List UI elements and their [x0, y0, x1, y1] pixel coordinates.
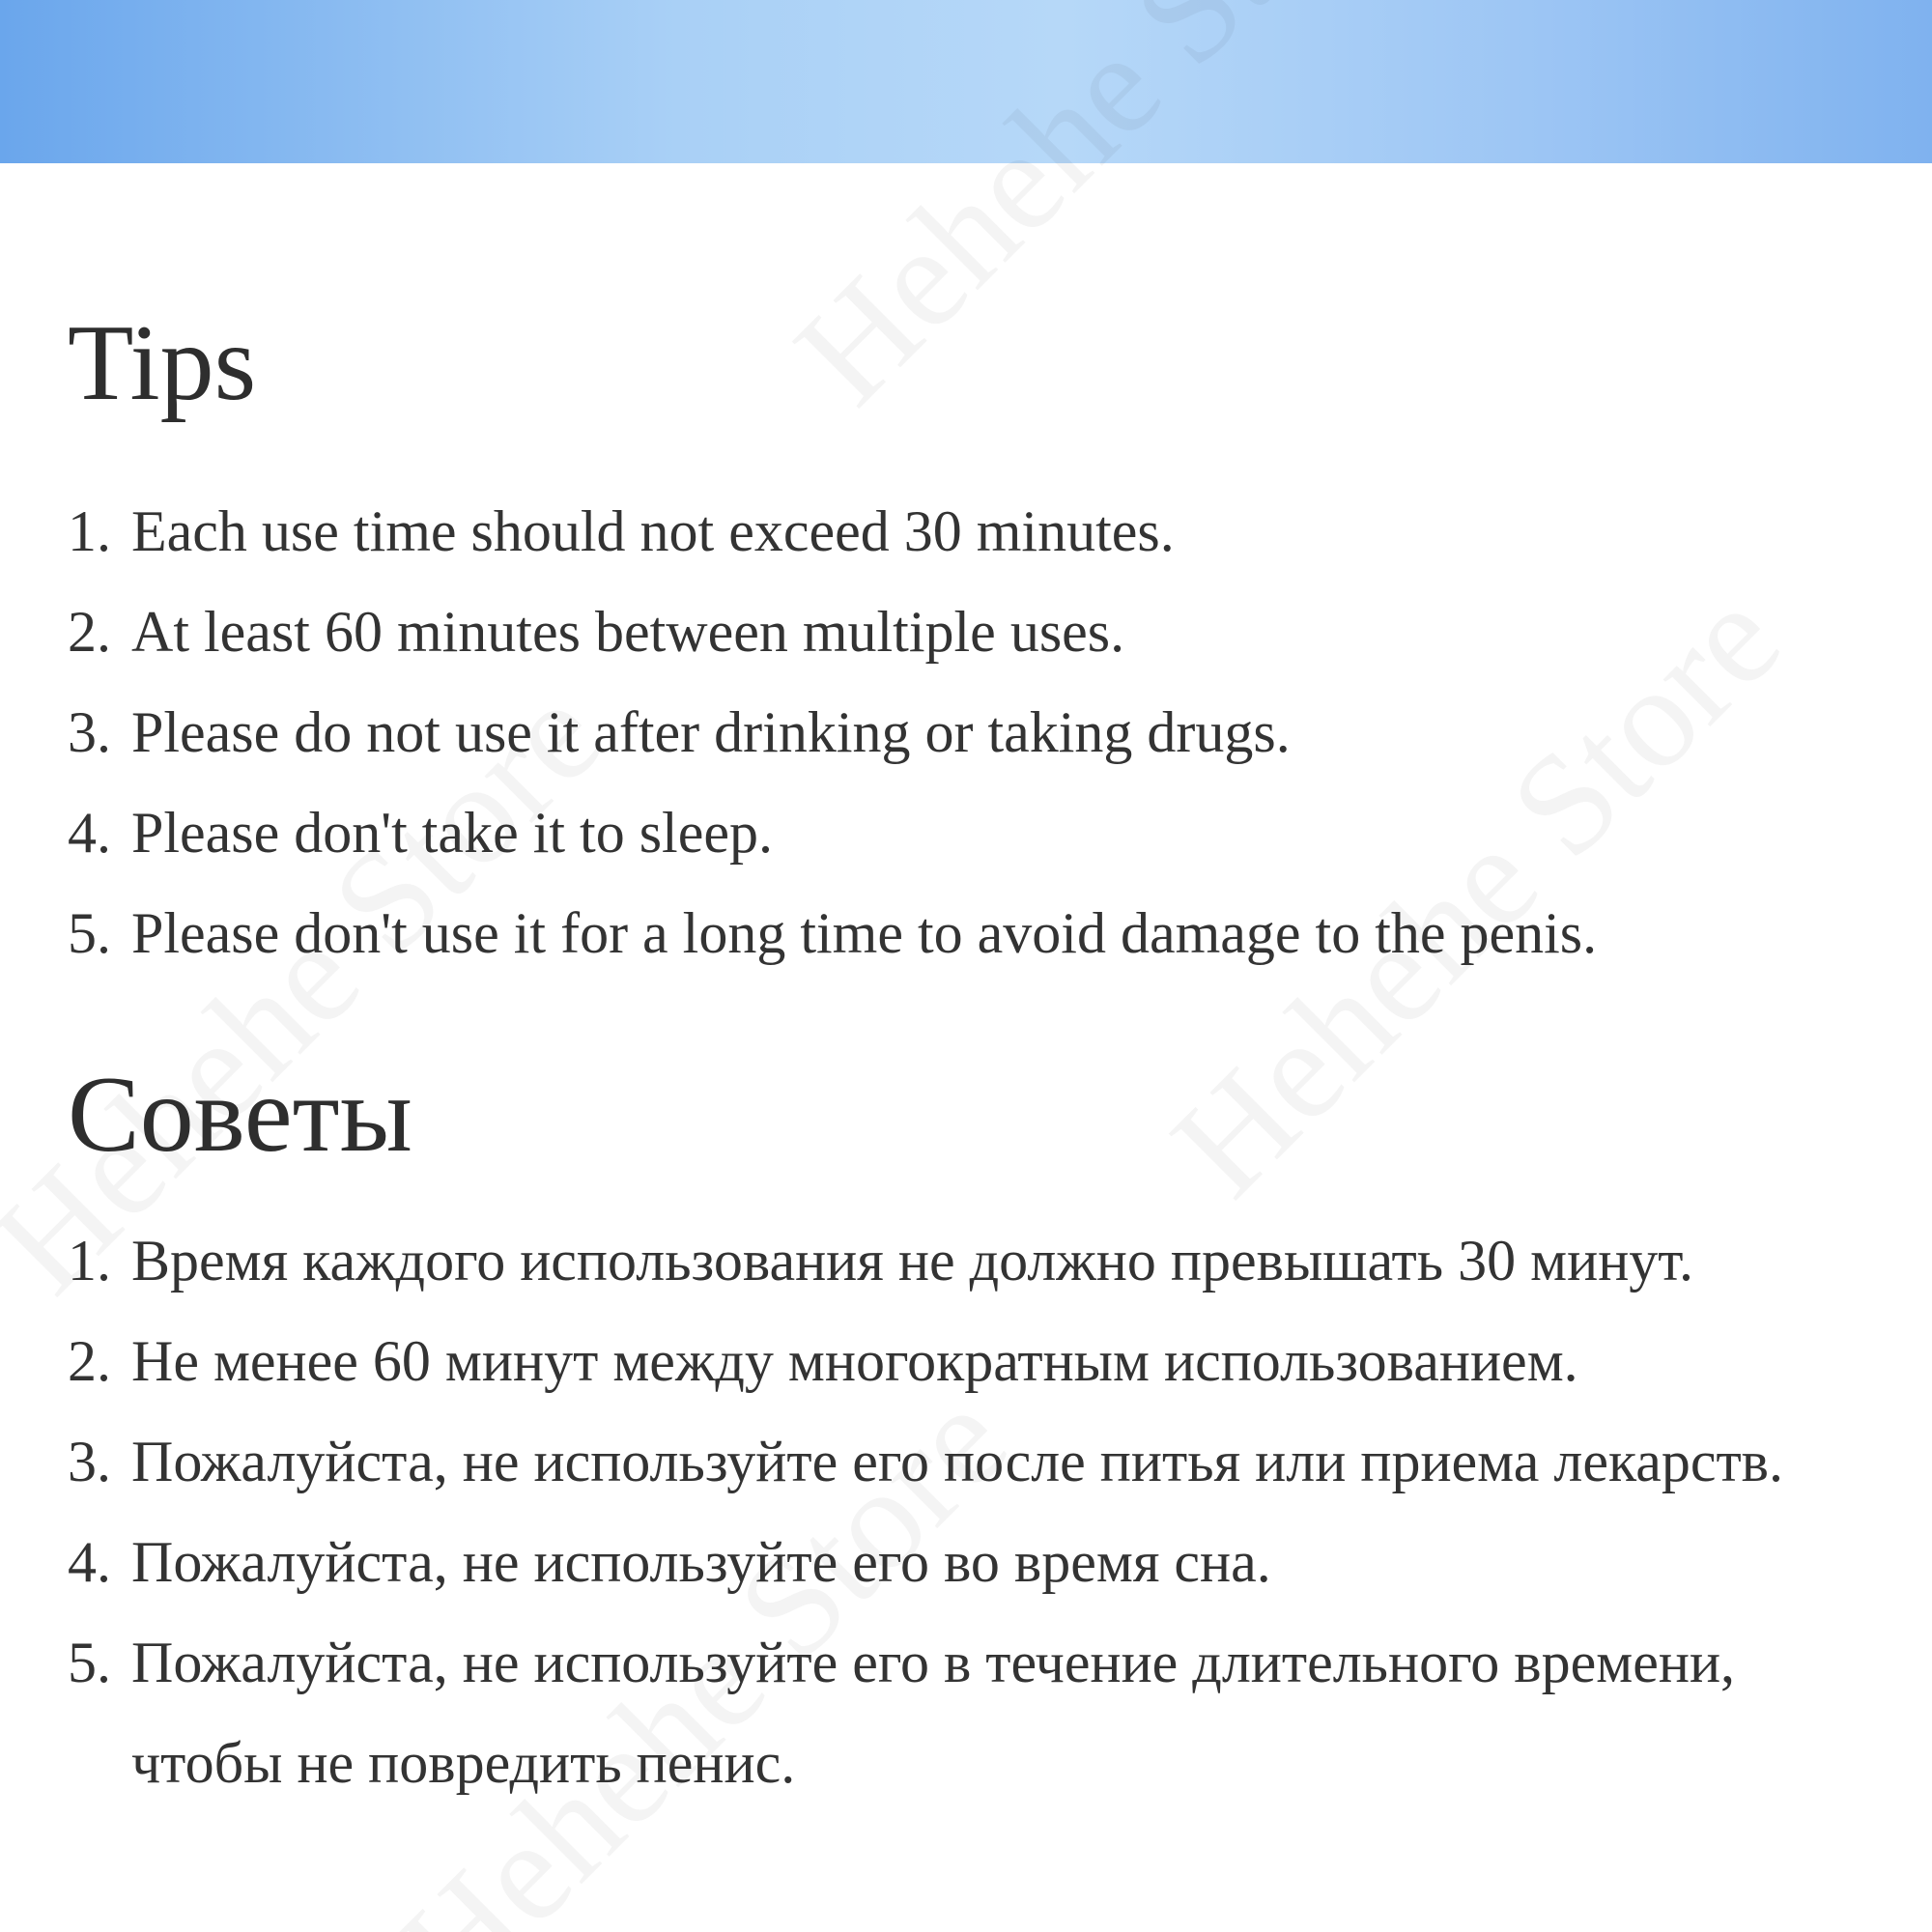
list-item: [68, 1512, 1889, 1612]
list-item: [68, 682, 1889, 782]
item-number: 4.: [68, 801, 111, 865]
russian-tips-list: [68, 1210, 1889, 1813]
item-text: At least 60 minutes between multiple uses.: [131, 600, 1125, 664]
item-number: 2.: [68, 1329, 111, 1393]
list-item: [68, 782, 1889, 883]
item-text: Each use time should not exceed 30 minutes.: [131, 499, 1175, 563]
header-gradient-band: [0, 0, 1932, 163]
item-number: 3.: [68, 1430, 111, 1493]
item-text: Пожалуйста, не используйте его во время сна.: [131, 1530, 1271, 1594]
item-text: Не менее 60 минут между многократным использованием.: [131, 1329, 1578, 1393]
list-item: [68, 582, 1889, 682]
russian-title: Советы: [68, 1055, 412, 1175]
list-item: [68, 481, 1889, 582]
english-title: Tips: [68, 303, 257, 423]
item-text: Please do not use it after drinking or taking drugs.: [131, 700, 1291, 764]
item-number: 1.: [68, 1229, 111, 1293]
item-number: 4.: [68, 1530, 111, 1594]
list-item: [68, 1411, 1889, 1512]
item-text: Пожалуйста, не используйте его после питья или приема лекарств.: [131, 1430, 1783, 1493]
item-text: Please don't use it for a long time to avoid damage to the penis.: [131, 901, 1598, 965]
list-item: [68, 1210, 1889, 1311]
list-item: [68, 883, 1889, 983]
item-number: 3.: [68, 700, 111, 764]
list-item: [68, 1612, 1889, 1813]
item-text: Пожалуйста, не используйте его в течение длительного времени, чтобы не повредить пенис.: [131, 1631, 1736, 1795]
item-text: Please don't take it to sleep.: [131, 801, 773, 865]
list-item: [68, 1311, 1889, 1411]
item-number: 2.: [68, 600, 111, 664]
item-text: Время каждого использования не должно превышать 30 минут.: [131, 1229, 1694, 1293]
item-number: 5.: [68, 901, 111, 965]
item-number: 5.: [68, 1631, 111, 1694]
english-tips-list: [68, 481, 1889, 983]
item-number: 1.: [68, 499, 111, 563]
